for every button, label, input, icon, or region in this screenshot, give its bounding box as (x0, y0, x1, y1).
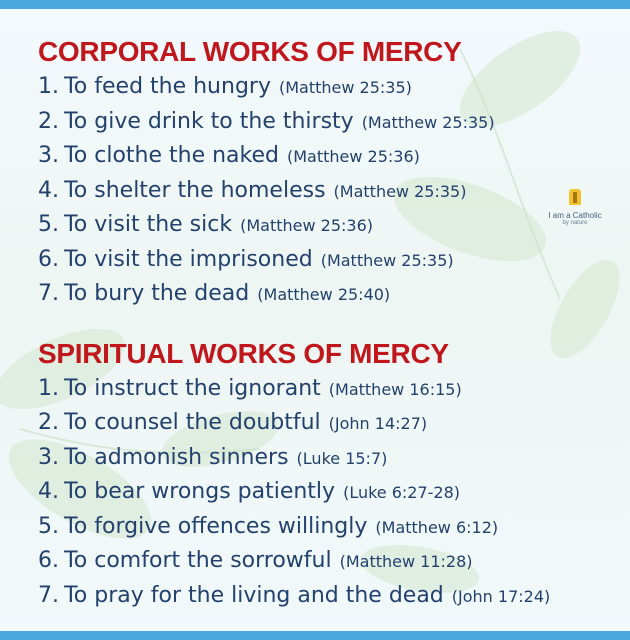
logo-text: I am a Catholic (548, 211, 602, 220)
list-item (38, 243, 620, 278)
list-item (38, 372, 620, 407)
item-text: To counsel the doubtful (64, 410, 321, 435)
item-number: 6. (38, 246, 59, 272)
item-reference: (Matthew 25:35) (320, 250, 454, 270)
item-reference: (Matthew 6:12) (375, 517, 499, 537)
item-text: To admonish sinners (64, 444, 289, 470)
item-text: To comfort the sorrowful (64, 548, 332, 573)
item-reference: (Matthew 25:35) (333, 181, 467, 201)
list-item (38, 579, 620, 614)
item-number: 3. (38, 444, 59, 470)
item-text: To feed the hungry (64, 74, 271, 99)
list-item (38, 174, 620, 209)
item-number: 6. (38, 548, 59, 573)
spiritual-section-title: SPIRITUAL WORKS OF MERCY (38, 337, 449, 369)
item-number: 4. (38, 479, 59, 504)
item-number: 2. (38, 410, 59, 435)
list-item (38, 441, 620, 476)
list-item (38, 139, 620, 174)
item-text: To clothe the naked (64, 143, 279, 168)
corporal-list (38, 70, 620, 312)
item-number: 7. (38, 281, 59, 306)
list-item (38, 277, 620, 312)
item-reference: (Luke 6:27-28) (343, 483, 461, 502)
item-text: To bury the dead (64, 281, 250, 306)
item-text: To give drink to the thirsty (64, 108, 354, 134)
list-item (38, 70, 620, 105)
item-number: 7. (38, 582, 59, 608)
item-reference: (Matthew 25:36) (287, 147, 420, 166)
item-reference: (Luke 15:7) (296, 448, 388, 468)
list-item (38, 510, 620, 545)
list-item (38, 105, 620, 140)
corporal-section-title: CORPORAL WORKS OF MERCY (38, 36, 462, 67)
item-reference: (John 17:24) (451, 586, 551, 606)
item-reference: (Matthew 25:40) (257, 285, 391, 304)
item-number: 2. (38, 108, 59, 134)
item-number: 4. (38, 177, 59, 203)
item-text: To pray for the living and the dead (64, 582, 444, 608)
item-number: 3. (38, 143, 59, 168)
spiritual-list (38, 372, 620, 614)
item-text: To bear wrongs patiently (64, 479, 336, 504)
item-number: 1. (38, 74, 59, 99)
content (38, 35, 620, 613)
item-reference: (Matthew 25:36) (240, 216, 373, 235)
logo-subtext: by nature (562, 220, 588, 226)
item-reference: (John 14:27) (328, 414, 428, 433)
item-number: 5. (38, 212, 59, 237)
item-text: To forgive offences willingly (64, 513, 368, 539)
item-reference: (Matthew 16:15) (328, 379, 462, 399)
item-text: To visit the sick (64, 212, 233, 237)
list-item (38, 208, 620, 243)
item-reference: (Matthew 25:35) (361, 112, 495, 132)
item-text: To instruct the ignorant (64, 375, 321, 401)
list-item (38, 406, 620, 441)
item-text: To shelter the homeless (64, 177, 326, 203)
item-number: 5. (38, 513, 59, 539)
list-item (38, 544, 620, 579)
item-reference: (Matthew 25:35) (278, 78, 412, 97)
item-reference: (Matthew 11:28) (339, 552, 473, 571)
item-text: To visit the imprisoned (64, 246, 313, 272)
item-number: 1. (38, 375, 59, 401)
list-item (38, 475, 620, 510)
